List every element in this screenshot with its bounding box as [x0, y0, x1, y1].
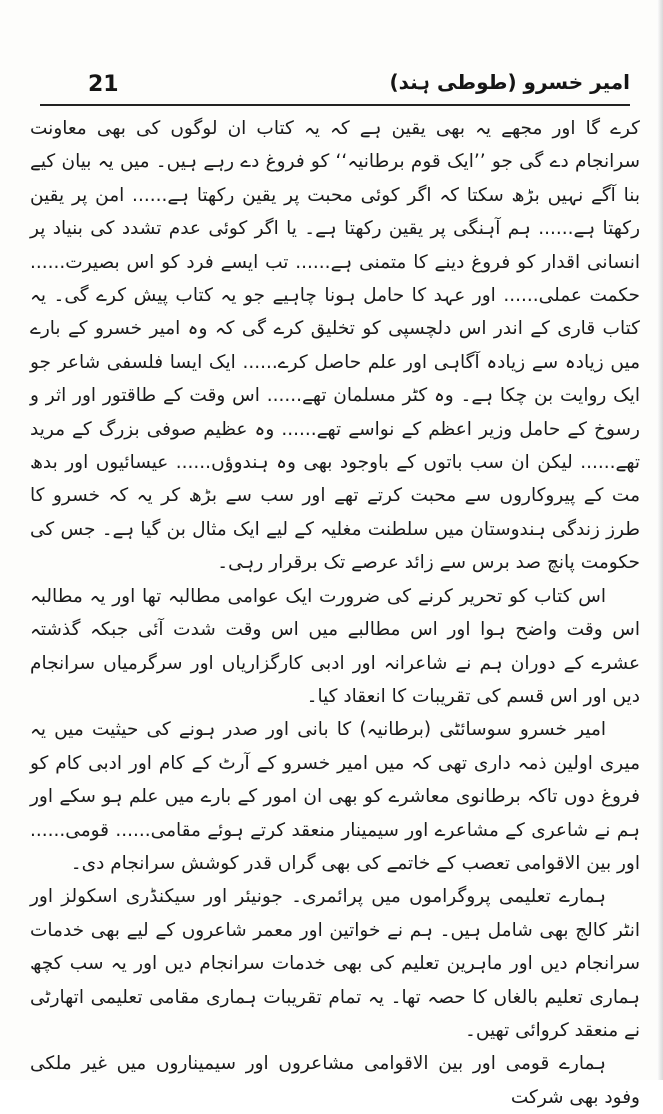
paragraph-5: ہمارے قومی اور بین الاقوامی مشاعروں اور سیمیناروں میں غیر ملکی وفود بھی شرکت: [30, 1053, 640, 1108]
paragraph-4: ہمارے تعلیمی پروگراموں میں پرائمری۔ جونیئر اور سیکنڈری اسکولز اور انٹر کالج بھی شامل ہیں۔ ہم نے خواتین اور معمر شاعروں کے لیے بھی خدمات سرانجام دیں اور ماہرین تعلیم کی بھی خدمات سرانجام دیں اور یہ سب کچھ ہماری تعلیم بالغاں کا حصہ تھا۔ یہ تمام تقریبات ہماری مقامی تعلیمی اتھارٹی نے منعقد کروائی تھیں۔: [30, 886, 640, 1041]
page-number: 21: [88, 72, 119, 97]
page-edge-shadow: [657, 0, 663, 1080]
paragraph-2: اس کتاب کو تحریر کرنے کی ضرورت ایک عوامی مطالبہ تھا اور یہ مطالبہ اس وقت واضح ہوا اور اس مطالبے میں اس وقت شدت آئی جبکہ گذشتہ عشرے کے دوران ہم نے شاعرانہ اور ادبی کارگزاریاں اور سرگرمیاں سرانجام دیں اور اس قسم کی تقریبات کا انعقاد کیا۔: [30, 585, 640, 707]
running-title: امیر خسرو (طوطی ہند): [389, 70, 630, 94]
page-header: [40, 70, 630, 106]
paragraph-1: کرے گا اور مجھے یہ بھی یقین ہے کہ یہ کتاب ان لوگوں کی بھی معاونت سرانجام دے گی جو ’’ایک قوم برطانیہ‘‘ کو فروغ دے رہے ہیں۔ میں یہ بیان کیے بنا آگے نہیں بڑھ سکتا کہ اگر کوئی محبت پر یقین رکھتا ہے...... امن پر یقین رکھتا ہے...... ہم آہنگی پر یقین رکھتا ہے۔ یا اگر کوئی عدم تشدد کی بنیاد پر انسانی اقدار کو فروغ دینے کا متمنی ہے...... تب ایسے فرد کو اس بصیرت...... حکمت عملی...... اور عہد کا حامل ہونا چاہیے جو یہ کتاب پیش کرے گی۔ یہ کتاب قاری کے اندر اس دلچسپی کو تخلیق کرے گی کہ وہ امیر خسرو کے بارے میں زیادہ سے زیادہ آگاہی اور علم حاصل کرے...... ایک ایسا فلسفی شاعر جو ایک روایت بن چکا ہے۔ وہ کٹر مسلمان تھے...... اس وقت کے طاقتور اور اثر و رسوخ کے حامل وزیر اعظم کے نواسے تھے...... وہ عظیم صوفی بزرگ کے مرید تھے...... لیکن ان سب باتوں کے باوجود بھی وہ ہندوؤں...... عیسائیوں اور بدھ مت کے پیروکاروں سے محبت کرتے تھے اور سب سے بڑھ کر یہ کہ خسرو کا طرز زندگی ہندوستان میں سلطنت مغلیہ کے لیے ایک مثال بن گیا ہے۔ جس کی حکومت پانچ صد برس سے زائد عرصے تک برقرار رہی۔: [30, 118, 640, 574]
page-body: [30, 112, 640, 1108]
paragraph-3: امیر خسرو سوسائٹی (برطانیہ) کا بانی اور صدر ہونے کی حیثیت میں یہ میری اولین ذمہ داری تھی کہ میں امیر خسرو کے آرٹ کے کام اور ادبی کام کو فروغ دوں تاکہ برطانوی معاشرے کو بھی ان امور کے بارے میں علم ہو سکے اور ہم نے شاعری کے مشاعرے اور سیمینار منعقد کرتے ہوئے مقامی...... قومی...... اور بین الاقوامی تعصب کے خاتمے کی بھی گراں قدر کوشش سرانجام دی۔: [30, 719, 640, 874]
